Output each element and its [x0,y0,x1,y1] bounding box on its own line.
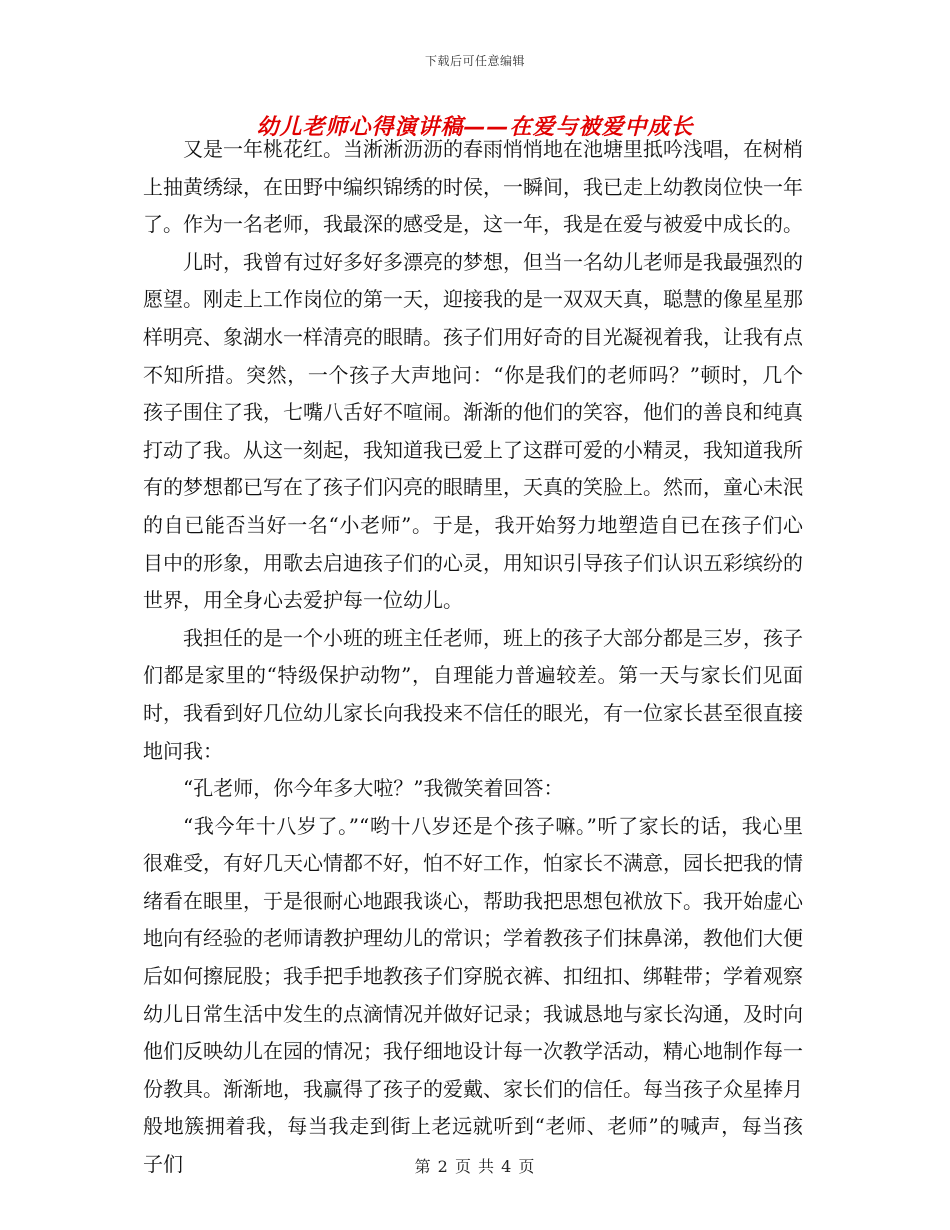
paragraph: “我今年十八岁了。”“哟十八岁还是个孩子嘛。”听了家长的话，我心里很难受，有好几天心情都不好，怕不好工作，怕家长不满意，园长把我的情绪看在眼里，于是很耐心地跟我谈心，帮助我把思想包袱放下。我开始虚心地向有经验的老师请教护理幼儿的常识；学着教孩子们抹鼻涕，教他们大便后如何擦屁股；我手把手地教孩子们穿脱衣裤、扣纽扣、绑鞋带；学着观察幼儿日常生活中发生的点滴情况并做好记录；我诚恳地与家长沟通，及时向他们反映幼儿在园的情况；我仔细地设计每一次教学活动，精心地制作每一份教具。渐渐地，我赢得了孩子的爱戴、家长们的信任。每当孩子众星捧月般地簇拥着我，每当我走到街上老远就听到“老师、老师”的喊声，每当孩子们 [143,813,803,1177]
paragraph: “孔老师，你今年多大啦？”我微笑着回答： [183,776,564,801]
document-body [143,131,803,1184]
paragraph: 儿时，我曾有过好多好多漂亮的梦想，但当一名幼儿老师是我最强烈的愿望。刚走上工作岗位的第一天，迎接我的是一双双天真，聪慧的像星星那样明亮、象湖水一样清亮的眼睛。孩子们用好奇的目光凝视着我，让我有点不知所措。突然，一个孩子大声地问：“你是我们的老师吗？”顿时，几个孩子围住了我，七嘴八舌好不喧闹。渐渐的他们的笑容，他们的善良和纯真打动了我。从这一刻起，我知道我已爱上了这群可爱的小精灵，我知道我所有的梦想都已写在了孩子们闪亮的眼睛里，天真的笑脸上。然而，童心未泯的自已能否当好一名“小老师”。于是，我开始努力地塑造自已在孩子们心目中的形象，用歌去启迪孩子们的心灵，用知识引导孩子们认识五彩缤纷的世界，用全身心去爱护每一位幼儿。 [143,249,803,613]
page-header: 下载后可任意编辑 [424,54,525,68]
document-title: 幼儿老师心得演讲稿——在爱与被爱中成长 [256,115,694,140]
paragraph: 我担任的是一个小班的班主任老师，班上的孩子大部分都是三岁，孩子们都是家里的“特级保护动物”，自理能力普遍较差。第一天与家长们见面时，我看到好几位幼儿家长向我投来不信任的眼光，有一位家长甚至很直接地问我： [143,625,803,763]
page-number-footer: 第 2 页 共 4 页 [414,1157,536,1176]
paragraph: 又是一年桃花红。当淅淅沥沥的春雨悄悄地在池塘里抵吟浅唱，在树梢上抽黄绣绿，在田野中编织锦绣的时侯，一瞬间，我已走上幼教岗位快一年了。作为一名老师，我最深的感受是，这一年，我是在爱与被爱中成长的。 [143,137,803,237]
